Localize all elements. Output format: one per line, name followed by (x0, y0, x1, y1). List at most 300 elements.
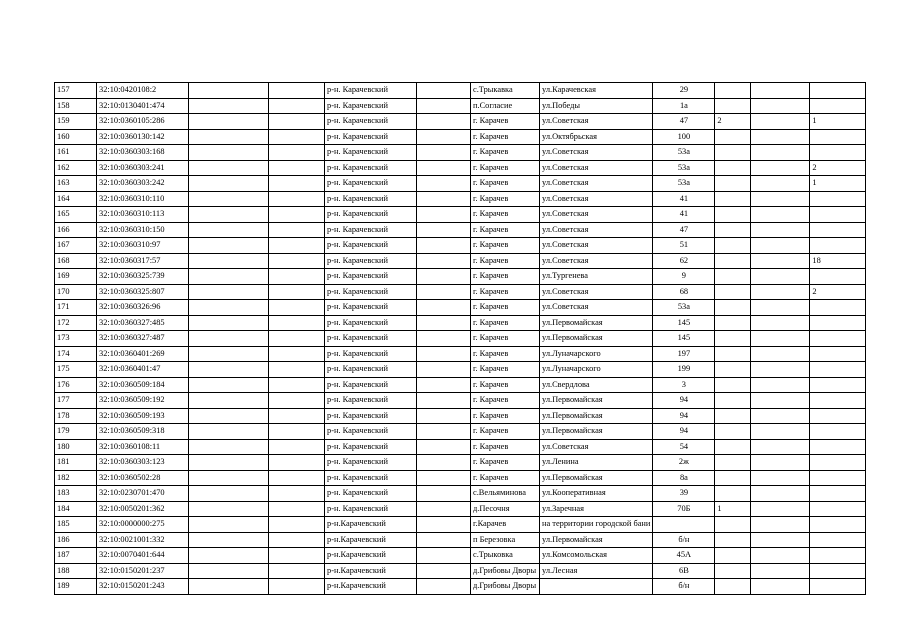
row-number: 187 (55, 548, 97, 564)
cell-empty-c (417, 439, 471, 455)
settlement: г. Карачев (471, 300, 540, 316)
cell-empty-d (751, 176, 810, 192)
cell-empty-d (751, 300, 810, 316)
settlement: г. Карачев (471, 346, 540, 362)
house-number: 53а (653, 176, 715, 192)
cell-count-a (715, 300, 751, 316)
cell-empty-a (189, 486, 269, 502)
settlement: с.Вельяминова (471, 486, 540, 502)
cell-empty-b (269, 455, 325, 471)
cell-count-b: 1 (810, 114, 866, 130)
cell-empty-a (189, 377, 269, 393)
cell-empty-a (189, 331, 269, 347)
cell-empty-a (189, 98, 269, 114)
settlement: г. Карачев (471, 470, 540, 486)
settlement: г. Карачев (471, 439, 540, 455)
cell-empty-c (417, 377, 471, 393)
district: р-н.Карачевский (325, 517, 417, 533)
cell-empty-c (417, 408, 471, 424)
cell-count-b (810, 222, 866, 238)
cell-empty-c (417, 346, 471, 362)
cell-empty-b (269, 439, 325, 455)
cell-empty-a (189, 300, 269, 316)
settlement: д.Грибовы Дворы (471, 579, 540, 595)
district: р-н. Карачевский (325, 470, 417, 486)
cell-empty-a (189, 532, 269, 548)
cell-count-a (715, 486, 751, 502)
house-number: 62 (653, 253, 715, 269)
district: р-н.Карачевский (325, 579, 417, 595)
cadastral-number: 32:10:0360303:241 (97, 160, 189, 176)
table-row (55, 517, 866, 533)
street: ул.Тургенева (540, 269, 653, 285)
row-number: 158 (55, 98, 97, 114)
cell-empty-a (189, 315, 269, 331)
table-row (55, 284, 866, 300)
cell-count-b (810, 362, 866, 378)
settlement: г. Карачев (471, 191, 540, 207)
cell-empty-b (269, 98, 325, 114)
settlement: г. Карачев (471, 393, 540, 409)
cadastral-number: 32:10:0360108:11 (97, 439, 189, 455)
cell-empty-d (751, 331, 810, 347)
street: ул.Советская (540, 238, 653, 254)
cell-empty-c (417, 532, 471, 548)
street: ул.Первомайская (540, 315, 653, 331)
cell-count-a (715, 408, 751, 424)
district: р-н. Карачевский (325, 300, 417, 316)
cell-empty-a (189, 284, 269, 300)
cell-empty-d (751, 486, 810, 502)
cell-count-b (810, 517, 866, 533)
cell-count-b (810, 300, 866, 316)
cell-count-b (810, 563, 866, 579)
cell-count-b (810, 393, 866, 409)
cell-empty-d (751, 129, 810, 145)
street: ул.Советская (540, 439, 653, 455)
cell-empty-a (189, 517, 269, 533)
house-number: 1а (653, 98, 715, 114)
house-number: 2ж (653, 455, 715, 471)
cell-empty-b (269, 284, 325, 300)
cell-empty-c (417, 517, 471, 533)
cell-empty-c (417, 129, 471, 145)
table-row (55, 315, 866, 331)
cell-count-b (810, 377, 866, 393)
cell-empty-c (417, 424, 471, 440)
cell-empty-c (417, 114, 471, 130)
street: ул.Первомайская (540, 470, 653, 486)
cell-empty-d (751, 424, 810, 440)
street: ул.Первомайская (540, 331, 653, 347)
cadastral-number: 32:10:0360303:123 (97, 455, 189, 471)
row-number: 162 (55, 160, 97, 176)
cell-empty-b (269, 160, 325, 176)
cadastral-number: 32:10:0000000:275 (97, 517, 189, 533)
district: р-н. Карачевский (325, 98, 417, 114)
street (540, 579, 653, 595)
table-row (55, 300, 866, 316)
street: ул.Советская (540, 222, 653, 238)
house-number: 9 (653, 269, 715, 285)
table-row (55, 548, 866, 564)
district: р-н. Карачевский (325, 176, 417, 192)
cell-empty-d (751, 191, 810, 207)
table-row (55, 455, 866, 471)
settlement: д.Грибовы Дворы (471, 563, 540, 579)
settlement: г. Карачев (471, 331, 540, 347)
cell-empty-a (189, 579, 269, 595)
cell-empty-d (751, 207, 810, 223)
settlement: г. Карачев (471, 269, 540, 285)
cell-empty-b (269, 532, 325, 548)
table-row (55, 191, 866, 207)
table-row (55, 129, 866, 145)
cell-count-a (715, 238, 751, 254)
cell-count-b (810, 191, 866, 207)
cell-empty-c (417, 501, 471, 517)
table-row (55, 114, 866, 130)
cell-count-a (715, 315, 751, 331)
settlement: г. Карачев (471, 253, 540, 269)
settlement: г.Карачев (471, 517, 540, 533)
row-number: 170 (55, 284, 97, 300)
street: ул.Луначарского (540, 362, 653, 378)
cell-empty-a (189, 470, 269, 486)
table-row (55, 439, 866, 455)
row-number: 173 (55, 331, 97, 347)
district: р-н. Карачевский (325, 284, 417, 300)
cell-count-b (810, 470, 866, 486)
cell-empty-c (417, 191, 471, 207)
district: р-н. Карачевский (325, 362, 417, 378)
row-number: 180 (55, 439, 97, 455)
cell-count-a (715, 253, 751, 269)
settlement: г. Карачев (471, 222, 540, 238)
cadastral-number: 32:10:0360326:96 (97, 300, 189, 316)
cell-empty-a (189, 222, 269, 238)
cadastral-number: 32:10:0360310:97 (97, 238, 189, 254)
cell-empty-c (417, 160, 471, 176)
row-number: 189 (55, 579, 97, 595)
cell-count-a (715, 331, 751, 347)
house-number: 3 (653, 377, 715, 393)
settlement: г. Карачев (471, 315, 540, 331)
cell-empty-d (751, 98, 810, 114)
cell-empty-c (417, 207, 471, 223)
cell-empty-b (269, 470, 325, 486)
house-number: 39 (653, 486, 715, 502)
settlement: г. Карачев (471, 176, 540, 192)
cell-empty-c (417, 145, 471, 161)
cell-empty-c (417, 315, 471, 331)
street: ул.Карачевская (540, 83, 653, 99)
row-number: 167 (55, 238, 97, 254)
house-number: 54 (653, 439, 715, 455)
cell-empty-b (269, 548, 325, 564)
table-row (55, 176, 866, 192)
district: р-н. Карачевский (325, 501, 417, 517)
table-row (55, 532, 866, 548)
table-row (55, 83, 866, 99)
cell-count-b (810, 129, 866, 145)
cell-empty-b (269, 362, 325, 378)
cadastral-number: 32:10:0021001:332 (97, 532, 189, 548)
cadastral-number: 32:10:0050201:362 (97, 501, 189, 517)
cell-empty-a (189, 160, 269, 176)
row-number: 175 (55, 362, 97, 378)
street: ул.Советская (540, 253, 653, 269)
cell-empty-b (269, 346, 325, 362)
settlement: г. Карачев (471, 238, 540, 254)
cell-empty-d (751, 315, 810, 331)
street: ул.Комсомольская (540, 548, 653, 564)
cell-count-b (810, 238, 866, 254)
district: р-н. Карачевский (325, 393, 417, 409)
cell-count-a (715, 284, 751, 300)
settlement: г. Карачев (471, 455, 540, 471)
cell-empty-a (189, 346, 269, 362)
district: р-н. Карачевский (325, 331, 417, 347)
cell-empty-d (751, 145, 810, 161)
street: ул.Ленина (540, 455, 653, 471)
cell-empty-d (751, 501, 810, 517)
street: ул.Советская (540, 284, 653, 300)
cell-count-a (715, 439, 751, 455)
cell-empty-c (417, 393, 471, 409)
cadastral-number: 32:10:0360509:193 (97, 408, 189, 424)
cell-empty-d (751, 114, 810, 130)
cell-empty-b (269, 83, 325, 99)
cell-count-a (715, 191, 751, 207)
house-number: 94 (653, 408, 715, 424)
house-number: 51 (653, 238, 715, 254)
cell-count-a (715, 346, 751, 362)
house-number: 53а (653, 160, 715, 176)
cell-empty-b (269, 129, 325, 145)
house-number: 29 (653, 83, 715, 99)
row-number: 174 (55, 346, 97, 362)
row-number: 165 (55, 207, 97, 223)
cell-count-b (810, 331, 866, 347)
cell-empty-a (189, 207, 269, 223)
row-number: 172 (55, 315, 97, 331)
cadastral-number: 32:10:0360509:184 (97, 377, 189, 393)
cell-empty-a (189, 393, 269, 409)
row-number: 166 (55, 222, 97, 238)
cell-empty-b (269, 331, 325, 347)
cell-count-b (810, 579, 866, 595)
settlement: г. Карачев (471, 160, 540, 176)
house-number: 45А (653, 548, 715, 564)
cadastral-number: 32:10:0360310:110 (97, 191, 189, 207)
cell-count-a (715, 98, 751, 114)
table-row (55, 331, 866, 347)
row-number: 163 (55, 176, 97, 192)
cell-empty-c (417, 98, 471, 114)
cell-count-b (810, 408, 866, 424)
cell-empty-c (417, 563, 471, 579)
cell-empty-a (189, 548, 269, 564)
row-number: 183 (55, 486, 97, 502)
cadastral-number: 32:10:0360310:150 (97, 222, 189, 238)
cell-empty-c (417, 455, 471, 471)
district: р-н. Карачевский (325, 191, 417, 207)
cell-count-a (715, 517, 751, 533)
row-number: 171 (55, 300, 97, 316)
cell-count-a (715, 579, 751, 595)
cell-empty-a (189, 408, 269, 424)
cell-empty-a (189, 114, 269, 130)
cell-empty-d (751, 532, 810, 548)
cell-count-a (715, 470, 751, 486)
cell-count-a (715, 145, 751, 161)
cell-count-a (715, 176, 751, 192)
street: ул.Свердлова (540, 377, 653, 393)
row-number: 169 (55, 269, 97, 285)
cell-empty-c (417, 222, 471, 238)
table-row (55, 501, 866, 517)
cell-empty-c (417, 362, 471, 378)
cell-count-a (715, 83, 751, 99)
table-row (55, 160, 866, 176)
cell-empty-c (417, 548, 471, 564)
settlement: г. Карачев (471, 207, 540, 223)
cadastral-number: 32:10:0360401:47 (97, 362, 189, 378)
cell-empty-b (269, 579, 325, 595)
table-row (55, 346, 866, 362)
row-number: 182 (55, 470, 97, 486)
cell-empty-b (269, 315, 325, 331)
house-number: 8а (653, 470, 715, 486)
cell-count-a (715, 532, 751, 548)
cell-empty-c (417, 253, 471, 269)
house-number: 47 (653, 114, 715, 130)
cell-empty-a (189, 238, 269, 254)
cell-empty-b (269, 222, 325, 238)
settlement: г. Карачев (471, 129, 540, 145)
cadastral-number: 32:10:0360325:739 (97, 269, 189, 285)
house-number: 145 (653, 331, 715, 347)
row-number: 188 (55, 563, 97, 579)
cell-empty-c (417, 300, 471, 316)
house-number: б/н (653, 532, 715, 548)
table-row (55, 269, 866, 285)
cell-empty-a (189, 424, 269, 440)
cadastral-number: 32:10:0360509:192 (97, 393, 189, 409)
table-row (55, 362, 866, 378)
row-number: 181 (55, 455, 97, 471)
cadastral-number: 32:10:0360401:269 (97, 346, 189, 362)
cadastral-number: 32:10:0360327:487 (97, 331, 189, 347)
street: ул.Первомайская (540, 424, 653, 440)
cell-empty-a (189, 83, 269, 99)
district: р-н. Карачевский (325, 129, 417, 145)
street: ул.Советская (540, 145, 653, 161)
cadastral-number: 32:10:0360327:485 (97, 315, 189, 331)
cell-count-b (810, 269, 866, 285)
district: р-н. Карачевский (325, 145, 417, 161)
street: ул.Луначарского (540, 346, 653, 362)
house-number: 94 (653, 393, 715, 409)
cell-count-a (715, 160, 751, 176)
cell-empty-c (417, 238, 471, 254)
district: р-н. Карачевский (325, 238, 417, 254)
district: р-н. Карачевский (325, 439, 417, 455)
cell-empty-b (269, 145, 325, 161)
table-row (55, 579, 866, 595)
street: ул.Советская (540, 176, 653, 192)
cell-count-b (810, 145, 866, 161)
house-number: 41 (653, 207, 715, 223)
house-number: 53а (653, 145, 715, 161)
house-number: 100 (653, 129, 715, 145)
cell-count-a (715, 455, 751, 471)
table-row (55, 98, 866, 114)
district: р-н. Карачевский (325, 424, 417, 440)
cell-empty-d (751, 517, 810, 533)
cell-empty-a (189, 129, 269, 145)
row-number: 168 (55, 253, 97, 269)
row-number: 161 (55, 145, 97, 161)
row-number: 157 (55, 83, 97, 99)
cadastral-number: 32:10:0230701:470 (97, 486, 189, 502)
house-number: 197 (653, 346, 715, 362)
table-row (55, 377, 866, 393)
cell-count-a: 1 (715, 501, 751, 517)
cell-count-a (715, 548, 751, 564)
cadastral-number: 32:10:0420108:2 (97, 83, 189, 99)
cadastral-number: 32:10:0130401:474 (97, 98, 189, 114)
settlement: г. Карачев (471, 377, 540, 393)
cell-empty-d (751, 238, 810, 254)
house-number: 145 (653, 315, 715, 331)
cadastral-number: 32:10:0070401:644 (97, 548, 189, 564)
cadastral-number: 32:10:0360509:318 (97, 424, 189, 440)
settlement: г. Карачев (471, 362, 540, 378)
cell-empty-b (269, 486, 325, 502)
street: ул.Советская (540, 191, 653, 207)
district: р-н. Карачевский (325, 455, 417, 471)
table-row (55, 470, 866, 486)
cell-count-b (810, 532, 866, 548)
cell-empty-a (189, 439, 269, 455)
cadastral-number: 32:10:0360325:807 (97, 284, 189, 300)
cell-count-b (810, 455, 866, 471)
cell-empty-d (751, 346, 810, 362)
cell-empty-c (417, 176, 471, 192)
cell-empty-b (269, 207, 325, 223)
district: р-н. Карачевский (325, 408, 417, 424)
street: ул.Советская (540, 114, 653, 130)
house-number: 53а (653, 300, 715, 316)
district: р-н. Карачевский (325, 114, 417, 130)
cell-empty-a (189, 563, 269, 579)
row-number: 185 (55, 517, 97, 533)
cadastral-number: 32:10:0360502:28 (97, 470, 189, 486)
street: ул.Заречная (540, 501, 653, 517)
table-row (55, 393, 866, 409)
row-number: 178 (55, 408, 97, 424)
house-number: 94 (653, 424, 715, 440)
cell-empty-c (417, 470, 471, 486)
house-number (653, 517, 715, 533)
district: р-н. Карачевский (325, 207, 417, 223)
cell-count-a (715, 129, 751, 145)
cell-count-a: 2 (715, 114, 751, 130)
cell-empty-b (269, 300, 325, 316)
row-number: 184 (55, 501, 97, 517)
